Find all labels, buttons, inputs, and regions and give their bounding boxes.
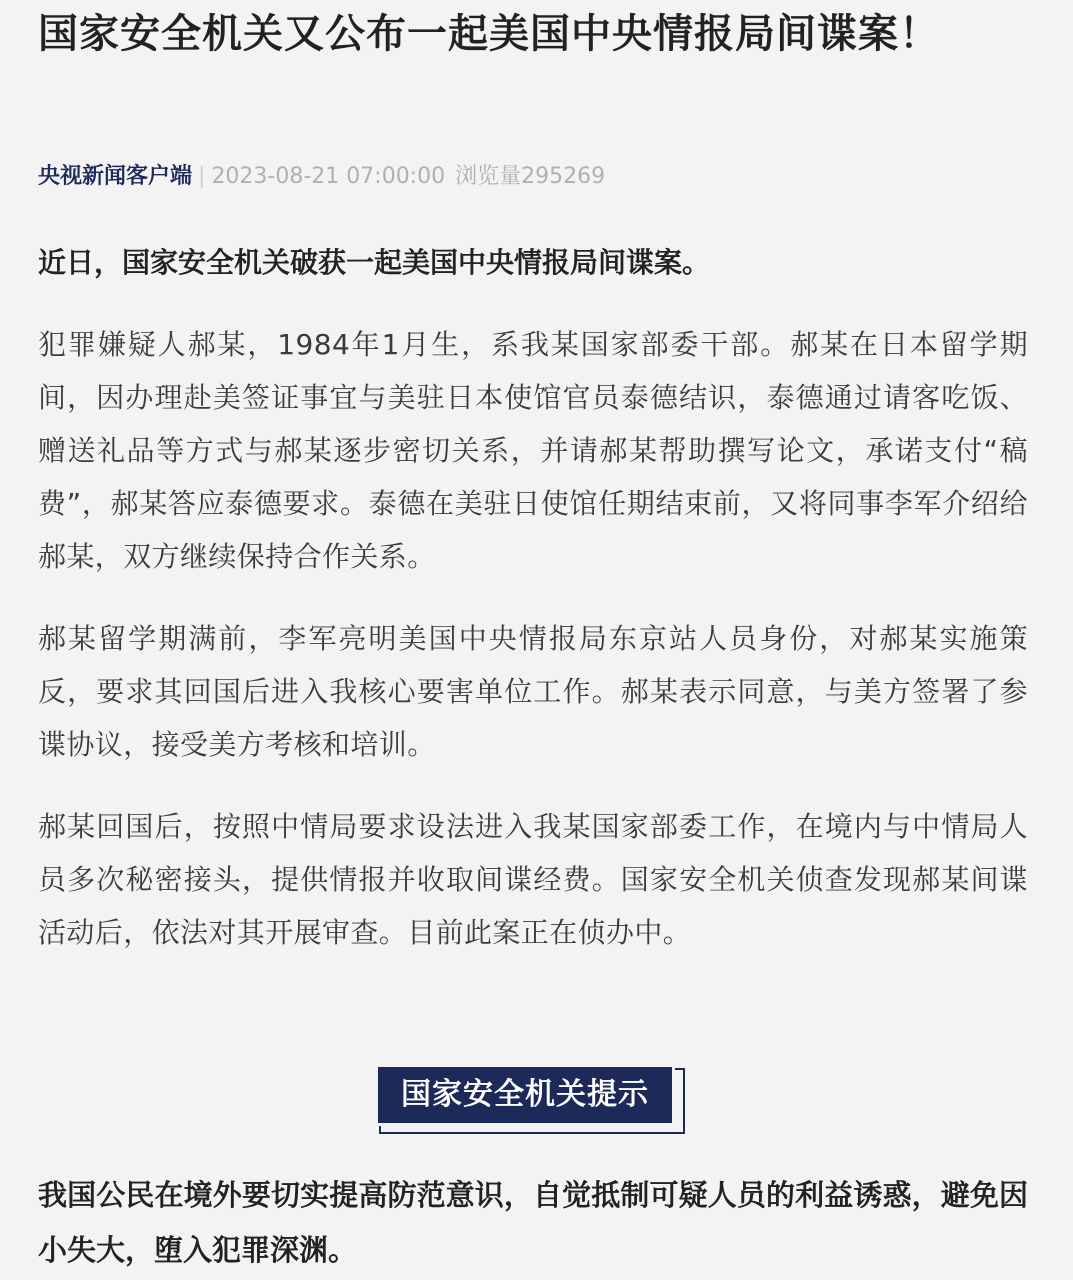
body-paragraph-3: 郝某回国后，按照中情局要求设法进入我某国家部委工作，在境内与中情局人员多次秘密接头，提供情报并收取间谍经费。国家安全机关侦查发现郝某间谍活动后，依法对其开展审查。目前此案正在侦办中。 <box>38 810 1028 949</box>
publish-datetime: 2023-08-21 07:00:00 <box>211 164 446 189</box>
source-name[interactable]: 央视新闻客户端 <box>38 164 193 189</box>
view-count: 浏览量295269 <box>455 164 606 189</box>
body-paragraph-2: 郝某留学期满前，李军亮明美国中央情报局东京站人员身份，对郝某实施策反，要求其回国后进入我核心要害单位工作。郝某表示同意，与美方签署了参谍协议，接受美方考核和培训。 <box>38 622 1028 761</box>
lead-paragraph: 近日，国家安全机关破获一起美国中央情报局间谍案。 <box>38 246 711 279</box>
article <box>38 0 1028 1267</box>
meta-separator: | <box>198 164 206 189</box>
body-paragraph-1: 犯罪嫌疑人郝某，1984年1月生，系我某国家部委干部。郝某在日本留学期间，因办理赴美签证事宜与美驻日本使馆官员泰德结识，泰德通过请客吃饭、赠送礼品等方式与郝某逐步密切关系，并请郝某帮助撰写论文，承诺支付“稿费”，郝某答应泰德要求。泰德在美驻日使馆任期结束前，又将同事李军介绍给郝某，双方继续保持合作关系。 <box>38 328 1028 573</box>
tip-heading: 国家安全机关提示 <box>375 1064 675 1126</box>
article-title: 国家安全机关又公布一起美国中央情报局间谍案！ <box>38 11 940 57</box>
closing-paragraph: 我国公民在境外要切实提高防范意识，自觉抵制可疑人员的利益诱惑，避免因小失大，堕入犯罪深渊。 <box>38 1178 1028 1267</box>
article-meta <box>38 160 605 194</box>
tip-heading-box <box>375 1064 685 1134</box>
